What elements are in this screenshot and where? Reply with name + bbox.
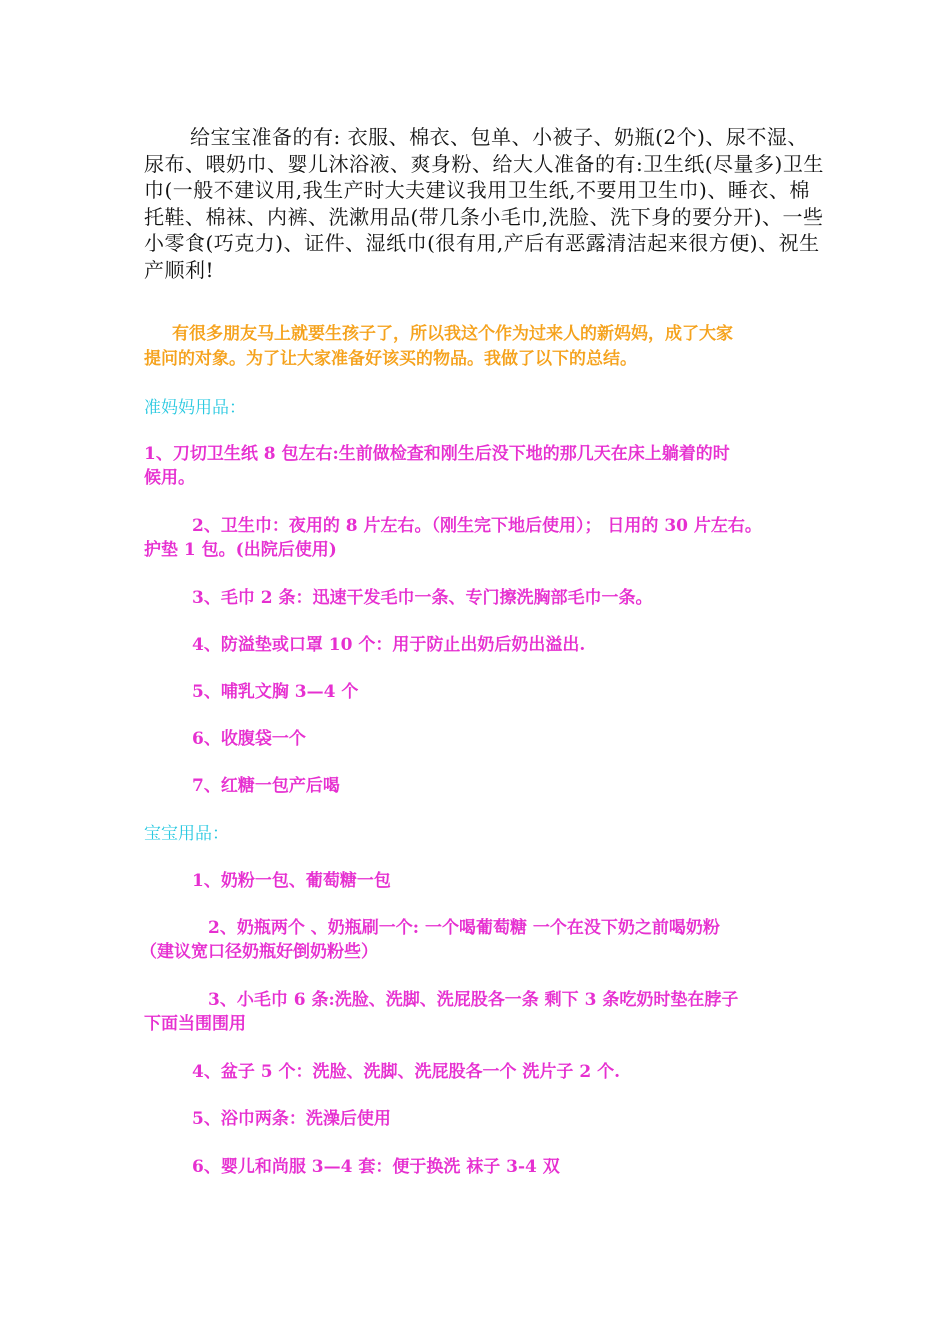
baby-item-1: 1、奶粉一包、葡萄糖一包	[192, 871, 391, 891]
baby-item-2-line-1: 2、奶瓶两个 、奶瓶刷一个: 一个喝葡萄糖 一个在没下奶之前喝奶粉	[208, 918, 720, 938]
baby-item-3-line-2: 下面当围围用	[144, 1014, 246, 1034]
mom-item-1-line-1: 1、刀切卫生纸 8 包左右:生前做检查和刚生后没下地的那几天在床上躺着的时	[144, 444, 730, 464]
mom-item-3: 3、毛巾 2 条：迅速干发毛巾一条、专门擦洗胸部毛巾一条。	[192, 588, 653, 608]
baby-item-3-line-1: 3、小毛巾 6 条:洗脸、洗脚、洗屁股各一条 剩下 3 条吃奶时垫在脖子	[208, 990, 739, 1010]
intro-paragraph	[144, 124, 824, 283]
mom-item-2-line-2: 护垫 1 包。(出院后使用)	[144, 540, 337, 560]
baby-supplies-heading: 宝宝用品：	[144, 824, 229, 844]
mom-item-5: 5、哺乳文胸 3—4 个	[192, 682, 359, 702]
baby-item-5: 5、浴巾两条：洗澡后使用	[192, 1109, 391, 1129]
mom-item-6: 6、收腹袋一个	[192, 729, 306, 749]
mom-supplies-heading: 准妈妈用品：	[144, 398, 246, 418]
mom-item-2-line-1: 2、卫生巾：夜用的 8 片左右。（刚生完下地后使用）； 日用的 30 片左右。	[192, 516, 762, 536]
summary-line-2: 提问的对象。为了让大家准备好该买的物品。我做了以下的总结。	[144, 349, 637, 369]
mom-item-7: 7、红糖一包产后喝	[192, 776, 340, 796]
baby-item-4: 4、盆子 5 个：洗脸、洗脚、洗屁股各一个 洗片子 2 个.	[192, 1062, 620, 1082]
mom-item-4: 4、防溢垫或口罩 10 个：用于防止出奶后奶出溢出.	[192, 635, 586, 655]
baby-item-2-line-2: （建议宽口径奶瓶好倒奶粉些）	[140, 942, 378, 962]
mom-item-1-line-2: 候用。	[144, 468, 195, 488]
summary-line-1: 有很多朋友马上就要生孩子了，所以我这个作为过来人的新妈妈，成了大家	[172, 324, 733, 344]
baby-item-6: 6、婴儿和尚服 3—4 套：便于换洗 袜子 3-4 双	[192, 1157, 560, 1177]
intro-text: 给宝宝准备的有: 衣服、棉衣、包单、小被子、奶瓶(2个)、尿不湿、尿布、喂奶巾、婴儿沐浴液、爽身粉、给大人准备的有:卫生纸(尽量多)卫生巾(一般不建议用,我生产时大夫建议我用卫生纸,不要用卫生巾)、睡衣、棉托鞋、棉袜、内裤、洗漱用品(带几条小毛巾,洗脸、洗下身的要分开)、一些小零食(巧克力)、证件、湿纸巾(很有用,产后有恶露清洁起来很方便)、祝生产顺利!	[144, 125, 824, 282]
